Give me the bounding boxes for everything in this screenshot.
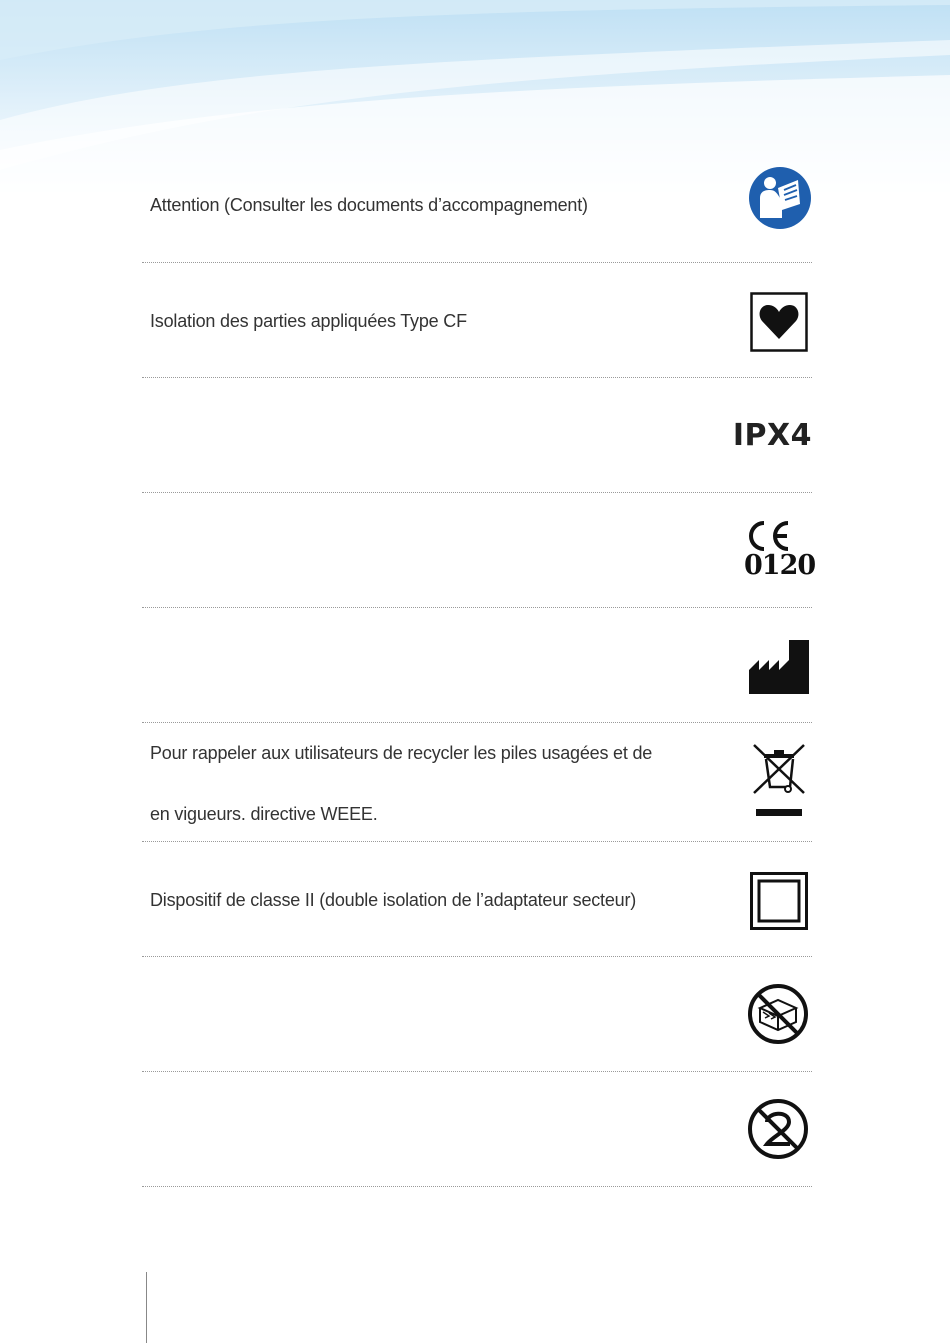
row-description-line2: en vigueurs. directive WEEE. [150, 804, 378, 824]
row-description: Isolation des parties appliquées Type CF [150, 311, 467, 331]
notified-body-number: 0120 [744, 550, 816, 581]
symbol-row-single-use [142, 1072, 812, 1187]
type-cf-heart-icon [750, 292, 808, 352]
do-not-reuse-icon [747, 1098, 809, 1160]
manufacturer-icon [749, 640, 809, 694]
symbol-row-ce [142, 493, 816, 608]
symbol-row-ipx4 [142, 378, 812, 493]
class-ii-double-square-icon [750, 872, 808, 930]
page-margin-rule [146, 1272, 147, 1343]
ipx4-mark: IPX4 [732, 418, 812, 453]
do-not-use-damaged-package-icon [747, 983, 809, 1045]
symbol-row-attention [142, 160, 812, 263]
weee-crossed-bin-icon [752, 743, 806, 819]
row-description: Attention (Consulter les documents d’accompagnement) [150, 195, 588, 215]
symbol-row-weee [142, 723, 812, 842]
symbol-row-manufacturer [142, 608, 812, 723]
symbol-row-damaged-package [142, 957, 812, 1072]
symbol-row-type-cf [142, 263, 812, 378]
consult-manual-icon [748, 166, 812, 230]
symbol-row-class-ii [142, 842, 812, 957]
row-description: Dispositif de classe II (double isolation de l’adaptateur secteur) [150, 890, 637, 910]
ce-mark-icon [744, 519, 816, 581]
row-description-line1: Pour rappeler aux utilisateurs de recycler les piles usagées et de [150, 743, 653, 763]
